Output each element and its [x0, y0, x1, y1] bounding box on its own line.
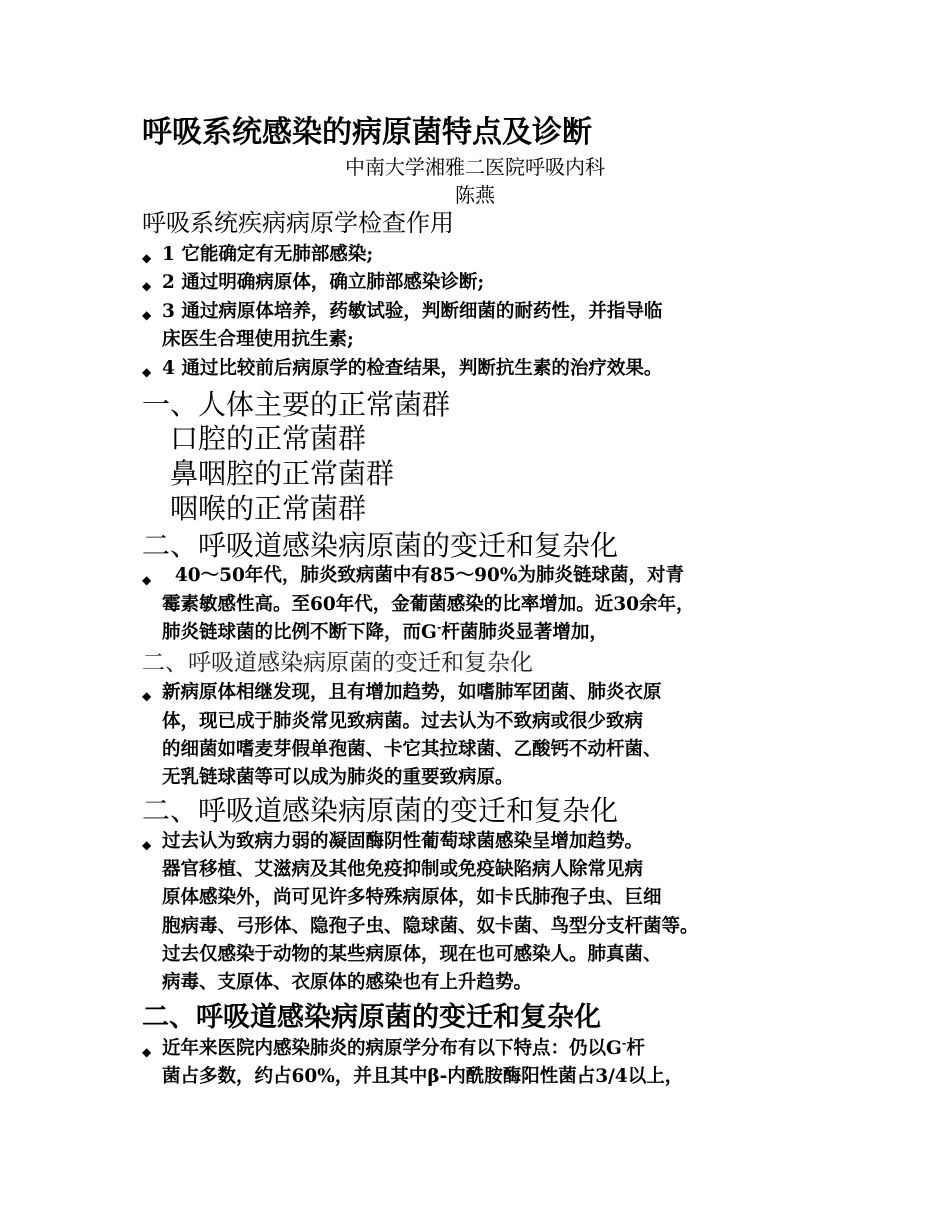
- document-title: 呼吸系统感染的病原菌特点及诊断: [142, 115, 592, 150]
- paragraph-line: 新病原体相继发现，且有增加趋势，如嗜肺军团菌、肺炎衣原: [162, 682, 662, 703]
- paragraph-line: 器官移植、艾滋病及其他免疫抑制或免疫缺陷病人除常见病: [162, 859, 644, 880]
- paragraph-line: 霉素敏感性高。至60年代，金葡菌感染的比率增加。近30余年，: [162, 594, 695, 615]
- author: 陈燕: [455, 183, 495, 207]
- paragraph-line: 无乳链球菌等可以成为肺炎的重要致病原。: [162, 767, 514, 788]
- subheading-throat-flora: 咽喉的正常菌群: [170, 492, 367, 525]
- bullet-icon: ◆: [142, 365, 152, 379]
- list-item: 3 通过病原体培养，药敏试验，判断细菌的耐药性，并指导临: [162, 301, 663, 322]
- affiliation: 中南大学湘雅二医院呼吸内科: [345, 155, 605, 179]
- bullet-icon: ◆: [142, 251, 152, 265]
- paragraph-line: 病毒、支原体、衣原体的感染也有上升趋势。: [162, 972, 533, 993]
- section-heading-pathogen-changes: 二、呼吸道感染病原菌的变迁和复杂化: [142, 529, 619, 562]
- subheading-oral-flora: 口腔的正常菌群: [170, 422, 367, 455]
- paragraph-line: 菌占多数，约占60%，并且其中β-内酰胺酶阳性菌占3/4以上，: [162, 1066, 684, 1087]
- list-item: 2 通过明确病原体，确立肺部感染诊断;: [162, 272, 485, 293]
- paragraph-line: 肺炎链球菌的比例不断下降，而G-杆菌肺炎显著增加，: [162, 621, 608, 643]
- section-heading-pathogen-changes: 二、呼吸道感染病原菌的变迁和复杂化: [142, 1002, 601, 1033]
- section-heading-pathogen-role: 呼吸系统疾病病原学检查作用: [142, 209, 454, 237]
- bullet-icon: ◆: [142, 1045, 152, 1059]
- subheading-nasopharynx-flora: 鼻咽腔的正常菌群: [170, 457, 395, 490]
- list-item: 4 通过比较前后病原学的检查结果，判断抗生素的治疗效果。: [162, 358, 663, 379]
- section-heading-pathogen-changes: 二、呼吸道感染病原菌的变迁和复杂化: [142, 650, 533, 676]
- paragraph-line: 的细菌如嗜麦芽假单孢菌、卡它其拉球菌、乙酸钙不动杆菌、: [162, 739, 662, 760]
- section-heading-pathogen-changes: 二、呼吸道感染病原菌的变迁和复杂化: [142, 794, 619, 827]
- paragraph-line: 胞病毒、弓形体、隐孢子虫、隐球菌、奴卡菌、鸟型分支杆菌等。: [162, 916, 699, 937]
- paragraph-line: 过去认为致病力弱的凝固酶阴性葡萄球菌感染呈增加趋势。: [162, 831, 644, 852]
- bullet-icon: ◆: [142, 279, 152, 293]
- paragraph-line: 40～50年代，肺炎致病菌中有85～90%为肺炎链球菌，对青: [162, 565, 684, 586]
- list-item: 1 它能确定有无肺部感染;: [162, 244, 374, 265]
- bullet-icon: ◆: [142, 308, 152, 322]
- bullet-icon: ◆: [142, 689, 152, 703]
- bullet-icon: ◆: [142, 573, 152, 587]
- paragraph-line: 原体感染外，尚可见许多特殊病原体，如卡氏肺孢子虫、巨细: [162, 887, 662, 908]
- list-item-continuation: 床医生合理使用抗生素;: [162, 329, 354, 350]
- paragraph-line: 过去仅感染于动物的某些病原体，现在也可感染人。肺真菌、: [162, 944, 662, 965]
- bullet-icon: ◆: [142, 838, 152, 852]
- paragraph-line: 体，现已成于肺炎常见致病菌。过去认为不致病或很少致病: [162, 711, 644, 732]
- paragraph-line: 近年来医院内感染肺炎的病原学分布有以下特点：仍以G-杆: [162, 1037, 645, 1059]
- section-heading-normal-flora: 一、人体主要的正常菌群: [142, 388, 451, 421]
